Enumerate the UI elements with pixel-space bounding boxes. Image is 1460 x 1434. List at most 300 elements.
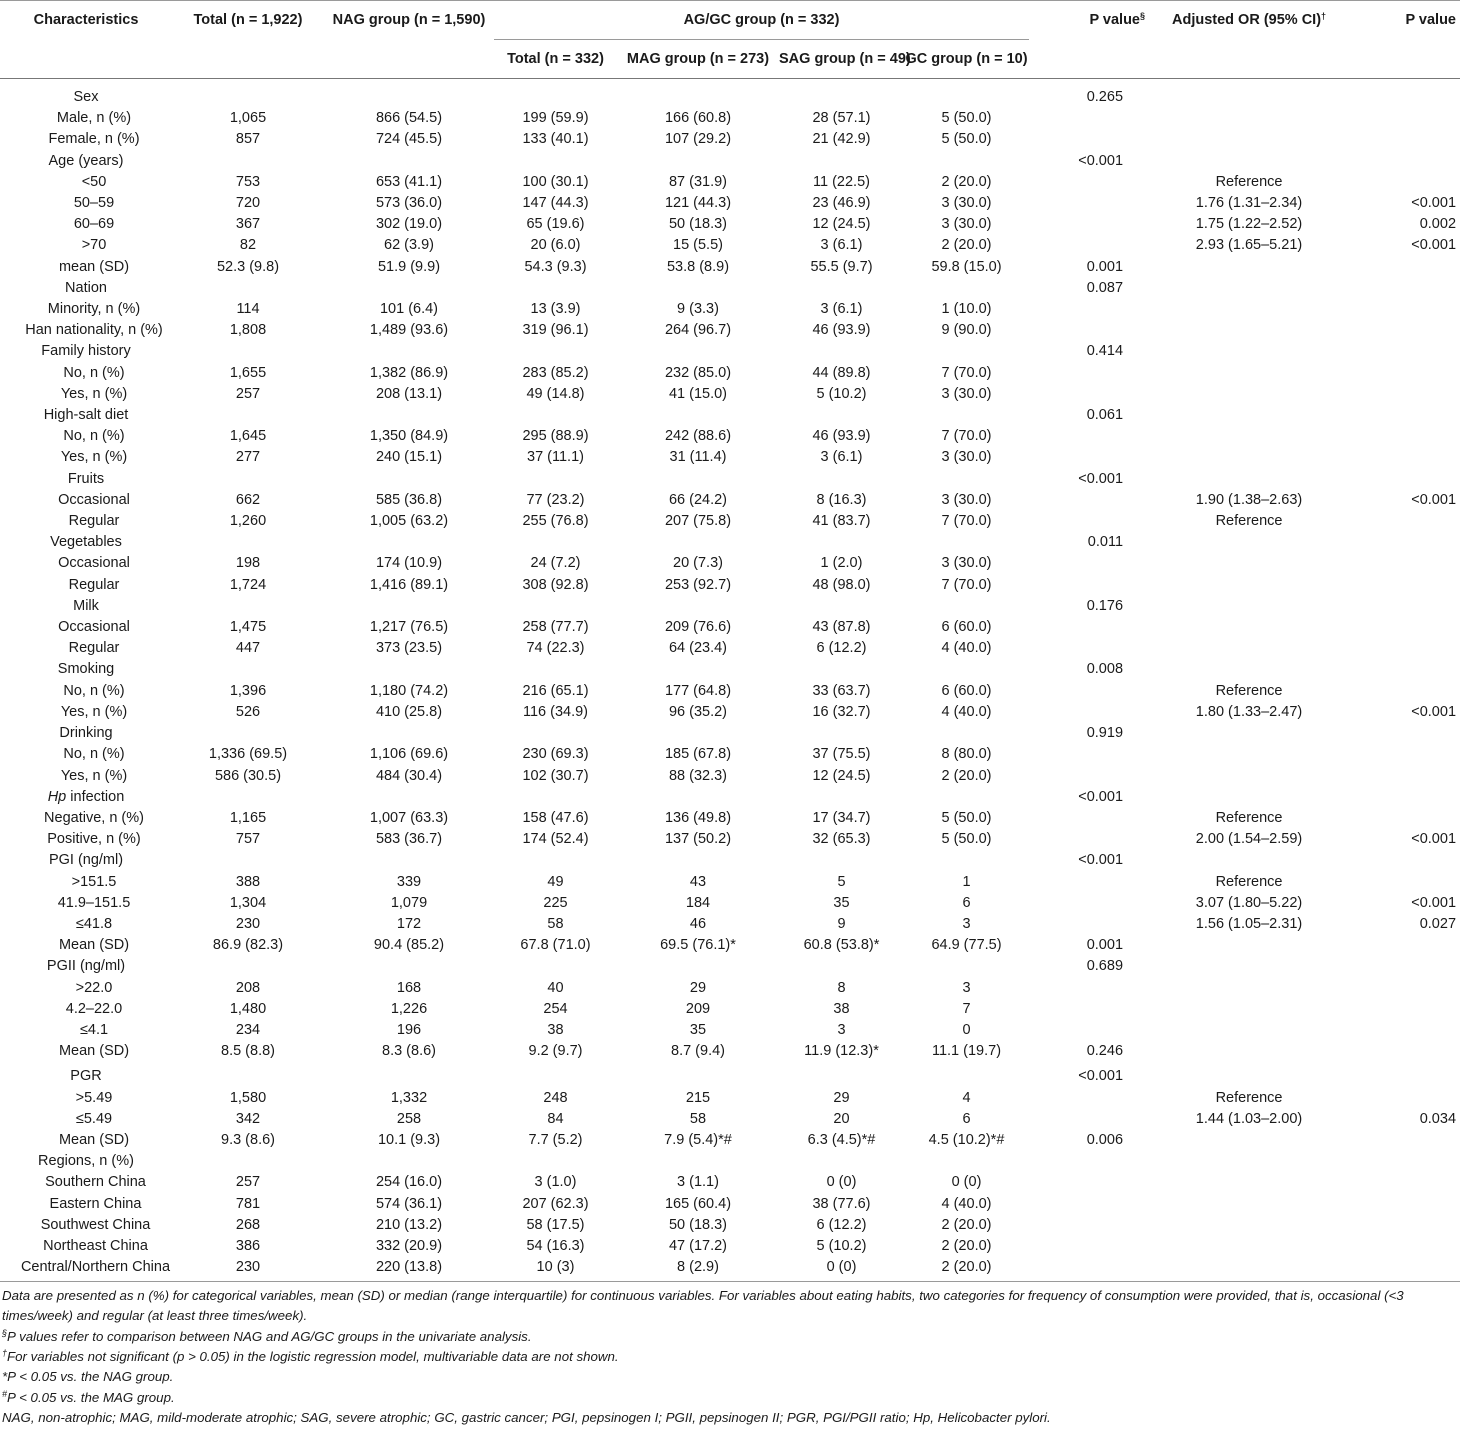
- table-cell: [1029, 129, 1161, 150]
- table-cell: [1161, 659, 1337, 680]
- row-label-rest: infection: [66, 788, 125, 805]
- table-cell: 254 (16.0): [375, 1174, 443, 1191]
- table-cell: [1161, 469, 1337, 490]
- table-cell: 174 (10.9): [375, 555, 443, 572]
- table-cell: 215: [685, 1089, 711, 1106]
- table-cell: [1029, 511, 1161, 532]
- table-cell: 258: [396, 1110, 422, 1127]
- table-cell: 3 (6.1): [820, 449, 863, 466]
- table-cell: 3 (30.0): [941, 491, 992, 508]
- table-cell: [494, 341, 617, 362]
- table-cell: 0 (0): [826, 1174, 857, 1191]
- table-cell: [1029, 553, 1161, 574]
- table-cell: 133 (40.1): [522, 131, 589, 148]
- table-cell: [172, 79, 324, 109]
- table-cell: 38 (77.6): [812, 1195, 871, 1212]
- table-cell: 268: [235, 1216, 261, 1233]
- table-cell: 107 (29.2): [664, 131, 732, 148]
- row-label: Occasional: [58, 619, 130, 636]
- table-cell: 60.8 (53.8)*: [803, 937, 880, 954]
- row-label: Southwest China: [40, 1216, 151, 1233]
- table-cell: 50 (18.3): [668, 1216, 728, 1233]
- table-cell: 2 (20.0): [941, 237, 992, 254]
- table-cell: 64.9 (77.5): [931, 937, 1002, 954]
- header-blank-6: [1337, 40, 1460, 79]
- table-row: [0, 257, 1460, 278]
- table-cell: [1337, 1130, 1460, 1151]
- table-cell: 257: [235, 385, 261, 402]
- table-cell: [617, 1062, 779, 1087]
- table-cell: 264 (96.7): [664, 322, 732, 339]
- table-cell: <0.001: [1078, 470, 1124, 487]
- table-cell: 230: [235, 915, 261, 932]
- table-cell: [1337, 278, 1460, 299]
- row-label: Eastern China: [49, 1195, 142, 1212]
- table-cell: 0.414: [1086, 343, 1124, 360]
- table-cell: [1029, 235, 1161, 256]
- table-cell: 240 (15.1): [375, 449, 443, 466]
- table-cell: [1337, 341, 1460, 362]
- table-cell: [1161, 850, 1337, 871]
- table-cell: 209: [685, 1000, 711, 1017]
- table-cell: [494, 405, 617, 426]
- header-sub-total: Total (n = 332): [494, 40, 617, 79]
- table-cell: 339: [396, 873, 422, 890]
- table-row: [0, 151, 1460, 172]
- table-cell: 757: [235, 831, 261, 848]
- table-cell: 52.3 (9.8): [216, 258, 280, 275]
- table-row: [0, 511, 1460, 532]
- table-cell: 55.5 (9.7): [810, 258, 873, 275]
- table-row: [0, 1088, 1460, 1109]
- table-cell: [1029, 1194, 1161, 1215]
- table-cell: 29: [833, 1089, 850, 1106]
- footnote: [2, 1286, 1456, 1327]
- table-row: [0, 1130, 1460, 1151]
- table-cell: 0.087: [1086, 279, 1124, 296]
- table-cell: 1,655: [229, 364, 267, 381]
- table-cell: 168: [396, 979, 422, 996]
- table-cell: 6 (60.0): [941, 682, 992, 699]
- footnote-symbol: §: [2, 1327, 8, 1338]
- table-cell: [904, 723, 1029, 744]
- table-cell: [324, 787, 494, 808]
- row-label: Regions, n (%): [38, 1153, 134, 1170]
- table-cell: 866 (54.5): [375, 110, 443, 127]
- table-row: [0, 447, 1460, 468]
- row-label: mean (SD): [58, 258, 130, 275]
- table-cell: 54.3 (9.3): [524, 258, 587, 275]
- table-row: [0, 1062, 1460, 1087]
- table-cell: 101 (6.4): [379, 301, 439, 318]
- table-cell: [1161, 575, 1337, 596]
- table-cell: 258 (77.7): [522, 619, 589, 636]
- table-cell: 54 (16.3): [526, 1237, 585, 1254]
- table-cell: [1337, 681, 1460, 702]
- table-cell: [904, 79, 1029, 109]
- table-cell: 208: [235, 979, 261, 996]
- table-cell: 37 (75.5): [812, 746, 871, 763]
- table-cell: 6: [962, 894, 971, 911]
- table-cell: 0.689: [1086, 958, 1124, 975]
- row-label: Northeast China: [43, 1237, 148, 1254]
- table-cell: 1,165: [229, 809, 267, 826]
- table-cell: 165 (60.4): [664, 1195, 732, 1212]
- table-cell: 11 (22.5): [813, 173, 870, 190]
- footnote: [2, 1388, 1456, 1408]
- table-cell: 0.011: [1087, 534, 1124, 551]
- table-cell: 1.80 (1.33–2.47): [1195, 703, 1303, 720]
- table-cell: 147 (44.3): [522, 195, 589, 212]
- row-label: Sex: [73, 89, 99, 105]
- table-cell: 40: [547, 979, 564, 996]
- table-cell: [172, 956, 324, 977]
- table-cell: 1,336 (69.5): [208, 746, 288, 763]
- header-blank-2: [172, 40, 324, 79]
- table-row: [0, 935, 1460, 956]
- table-cell: 0: [962, 1021, 971, 1038]
- table-cell: [1337, 1020, 1460, 1041]
- table-cell: 283 (85.2): [522, 364, 589, 381]
- table-cell: 8.7 (9.4): [671, 1043, 725, 1060]
- row-label: Female, n (%): [48, 131, 140, 148]
- row-label: ≤4.1: [79, 1021, 109, 1038]
- table-cell: [1029, 914, 1161, 935]
- table-cell: 87 (31.9): [668, 173, 728, 190]
- row-label: Family history: [41, 343, 131, 360]
- table-cell: [1337, 299, 1460, 320]
- row-label: ≤5.49: [75, 1110, 113, 1127]
- row-label: PGII (ng/ml): [46, 958, 126, 975]
- table-cell: 319 (96.1): [522, 322, 589, 339]
- row-label: Yes, n (%): [60, 767, 128, 784]
- table-cell: [494, 469, 617, 490]
- table-cell: 44 (89.8): [812, 364, 871, 381]
- table-cell: 11.9 (12.3)*: [804, 1043, 879, 1060]
- table-cell: 15 (5.5): [673, 237, 723, 254]
- table-cell: [1337, 617, 1460, 638]
- table-cell: [172, 1062, 324, 1087]
- table-row: [0, 787, 1460, 808]
- table-row: [0, 872, 1460, 893]
- table-row: [0, 553, 1460, 574]
- table-cell: 49 (14.8): [526, 385, 585, 402]
- header-characteristics: Characteristics: [33, 12, 139, 29]
- table-cell: 1,007 (63.3): [369, 809, 449, 826]
- table-cell: [1161, 426, 1337, 447]
- table-cell: Reference: [1215, 1089, 1283, 1106]
- table-cell: 28 (57.1): [812, 110, 871, 127]
- table-cell: [494, 278, 617, 299]
- row-label: PGI (ng/ml): [48, 852, 124, 869]
- table-cell: 23 (46.9): [812, 195, 871, 212]
- table-cell: 781: [235, 1195, 261, 1212]
- table-cell: [617, 79, 779, 109]
- table-cell: 50 (18.3): [668, 216, 728, 233]
- table-cell: [1161, 278, 1337, 299]
- table-cell: [779, 151, 904, 172]
- table-cell: [1029, 978, 1161, 999]
- table-row: [0, 341, 1460, 362]
- table-cell: 90.4 (85.2): [373, 937, 445, 954]
- table-cell: 0.176: [1086, 597, 1124, 614]
- table-cell: 59.8 (15.0): [931, 258, 1002, 275]
- table-cell: [1029, 1109, 1161, 1130]
- table-cell: 332 (20.9): [375, 1237, 443, 1254]
- table-cell: 116 (34.9): [522, 703, 589, 720]
- table-cell: 84: [547, 1110, 564, 1127]
- row-label: Milk: [73, 597, 99, 614]
- table-cell: [172, 850, 324, 871]
- table-cell: 1,396: [229, 682, 267, 699]
- table-row: [0, 278, 1460, 299]
- table-cell: [1029, 172, 1161, 193]
- table-cell: Reference: [1215, 173, 1283, 190]
- row-label-italic: Hp: [47, 788, 67, 805]
- table-cell: 4 (40.0): [941, 703, 992, 720]
- table-cell: [1337, 956, 1460, 977]
- table-cell: [904, 469, 1029, 490]
- table-cell: 88 (32.3): [668, 767, 728, 784]
- table-cell: [324, 532, 494, 553]
- table-cell: [1161, 299, 1337, 320]
- table-cell: [1337, 1088, 1460, 1109]
- table-cell: 38: [547, 1021, 564, 1038]
- row-label: ≤41.8: [75, 915, 113, 932]
- row-label: High-salt diet: [43, 407, 129, 424]
- header-sag: SAG group (n = 49): [779, 40, 904, 79]
- table-cell: [1337, 935, 1460, 956]
- table-cell: 0.008: [1086, 661, 1124, 678]
- table-cell: 16 (32.7): [812, 703, 871, 720]
- row-label: Regular: [68, 576, 120, 593]
- table-cell: [1161, 341, 1337, 362]
- table-cell: 1,808: [229, 322, 267, 339]
- table-cell: 1,065: [229, 110, 267, 127]
- table-cell: [494, 596, 617, 617]
- table-cell: 484 (30.4): [375, 767, 443, 784]
- table-cell: [1161, 596, 1337, 617]
- table-cell: [779, 1151, 904, 1172]
- table-cell: [1029, 893, 1161, 914]
- table-cell: 9: [837, 915, 846, 932]
- table-row: [0, 384, 1460, 405]
- table-row: [0, 405, 1460, 426]
- table-cell: [1161, 1194, 1337, 1215]
- header-p-value-2: P value: [1405, 12, 1457, 29]
- table-cell: [1161, 723, 1337, 744]
- table-row: [0, 766, 1460, 787]
- table-row: [0, 999, 1460, 1020]
- table-cell: 4 (40.0): [941, 640, 992, 657]
- table-cell: [1337, 1041, 1460, 1062]
- table-cell: [324, 723, 494, 744]
- table-cell: [172, 787, 324, 808]
- table-cell: 1,645: [229, 428, 267, 445]
- table-cell: [1029, 681, 1161, 702]
- table-row: [0, 1172, 1460, 1193]
- table-cell: [1337, 1194, 1460, 1215]
- table-cell: 585 (36.8): [375, 491, 443, 508]
- table-cell: [617, 1151, 779, 1172]
- table-row: [0, 659, 1460, 680]
- row-label: Smoking: [57, 661, 115, 678]
- table-cell: [1161, 79, 1337, 109]
- table-cell: [1337, 978, 1460, 999]
- table-cell: [1337, 553, 1460, 574]
- table-cell: [172, 723, 324, 744]
- table-cell: 1,005 (63.2): [369, 513, 449, 530]
- table-cell: 74 (22.3): [526, 640, 585, 657]
- table-cell: 9.2 (9.7): [528, 1043, 583, 1060]
- table-cell: [1337, 151, 1460, 172]
- table-cell: [1337, 363, 1460, 384]
- table-cell: <0.001: [1078, 1068, 1124, 1085]
- table-cell: 66 (24.2): [668, 491, 728, 508]
- table-cell: [1337, 320, 1460, 341]
- table-body: [0, 79, 1460, 1282]
- table-cell: [324, 151, 494, 172]
- table-cell: [1337, 1236, 1460, 1257]
- table-cell: [1337, 257, 1460, 278]
- table-cell: 4.5 (10.2)*#: [928, 1131, 1005, 1148]
- table-cell: [904, 278, 1029, 299]
- header-mag: MAG group (n = 273): [617, 40, 779, 79]
- table-cell: 753: [235, 173, 261, 190]
- table-cell: 1,304: [229, 894, 267, 911]
- table-cell: [324, 1062, 494, 1087]
- table-cell: [324, 469, 494, 490]
- table-cell: [904, 341, 1029, 362]
- row-label: 41.9–151.5: [57, 894, 131, 911]
- table-cell: [1337, 723, 1460, 744]
- table-cell: [1161, 320, 1337, 341]
- table-cell: 2.00 (1.54–2.59): [1195, 831, 1303, 848]
- table-cell: [172, 341, 324, 362]
- table-cell: [494, 850, 617, 871]
- table-cell: [1161, 787, 1337, 808]
- table-cell: 257: [235, 1174, 261, 1191]
- table-cell: 12 (24.5): [812, 767, 871, 784]
- row-label: Age (years): [48, 152, 124, 169]
- table-cell: 0.034: [1419, 1110, 1457, 1127]
- table-cell: [779, 469, 904, 490]
- table-cell: 230 (69.3): [522, 746, 589, 763]
- table-cell: 5 (50.0): [941, 809, 992, 826]
- table-cell: 0.061: [1086, 407, 1124, 424]
- table-cell: [1337, 638, 1460, 659]
- header-blank-3: [324, 40, 494, 79]
- table-cell: [1029, 108, 1161, 129]
- table-cell: [1337, 129, 1460, 150]
- table-cell: [172, 596, 324, 617]
- table-cell: 21 (42.9): [812, 131, 871, 148]
- table-cell: 0 (0): [779, 1257, 904, 1282]
- table-cell: [1161, 1020, 1337, 1041]
- table-cell: 41 (15.0): [668, 385, 728, 402]
- table-cell: 1,489 (93.6): [369, 322, 449, 339]
- table-row: [0, 617, 1460, 638]
- table-cell: Reference: [1215, 809, 1283, 826]
- footnote: [2, 1347, 1456, 1367]
- table-cell: [779, 1062, 904, 1087]
- table-cell: 69.5 (76.1)*: [660, 937, 736, 954]
- table-cell: 9 (90.0): [941, 322, 992, 339]
- table-cell: 1.76 (1.31–2.34): [1195, 195, 1303, 212]
- table-cell: [779, 532, 904, 553]
- row-label: No, n (%): [63, 428, 125, 445]
- table-cell: [617, 532, 779, 553]
- table-cell: 254: [543, 1000, 568, 1017]
- table-cell: 9 (3.3): [677, 301, 719, 318]
- table-cell: [1337, 808, 1460, 829]
- table-cell: [1161, 1130, 1337, 1151]
- table-row: [0, 490, 1460, 511]
- table-cell: [1161, 447, 1337, 468]
- header-ag-gc: AG/GC group (n = 332): [494, 1, 1029, 40]
- table-cell: 2.93 (1.65–5.21): [1195, 237, 1303, 254]
- table-cell: 77 (23.2): [526, 491, 585, 508]
- table-cell: 8 (16.3): [816, 491, 867, 508]
- table-cell: [1029, 214, 1161, 235]
- table-cell: [1029, 1236, 1161, 1257]
- table-cell: [324, 850, 494, 871]
- table-cell: 1,724: [229, 576, 267, 593]
- row-label: 4.2–22.0: [65, 1000, 123, 1017]
- footnote-text: Data are presented as n (%) for categorical variables, mean (SD) or median (range interquartile) for continuous variables. For variables about eating habits, two categories for frequency of consumption were provided, that is, occasional (<3 times/week) and regular (at least three times/week).: [2, 1288, 1404, 1324]
- table-cell: 185 (67.8): [664, 746, 732, 763]
- table-cell: 53.8 (8.9): [666, 258, 730, 275]
- table-cell: 573 (36.0): [375, 195, 443, 212]
- table-cell: 1,580: [229, 1089, 267, 1106]
- table-cell: [1029, 1020, 1161, 1041]
- table-cell: [779, 850, 904, 871]
- table-cell: [494, 151, 617, 172]
- table-cell: 720: [235, 195, 261, 212]
- table-cell: 5 (50.0): [941, 131, 992, 148]
- header-p-value-1-sup: §: [1140, 11, 1146, 22]
- table-cell: [1161, 935, 1337, 956]
- table-row: [0, 893, 1460, 914]
- footnote-text: For variables not significant (p > 0.05) in the logistic regression model, multivariable data are not shown.: [7, 1349, 619, 1365]
- table-row: [0, 723, 1460, 744]
- table-cell: [1029, 1215, 1161, 1236]
- table-row: [0, 108, 1460, 129]
- row-label: Yes, n (%): [60, 385, 128, 402]
- table-row: [0, 1020, 1460, 1041]
- row-label: Drinking: [59, 725, 113, 742]
- table-cell: [904, 596, 1029, 617]
- table-cell: 12 (24.5): [812, 216, 871, 233]
- table-cell: [172, 405, 324, 426]
- table-cell: 17 (34.7): [812, 809, 871, 826]
- table-cell: [904, 151, 1029, 172]
- table-row: [0, 79, 1460, 109]
- table-cell: 1,416 (89.1): [369, 576, 449, 593]
- table-cell: [324, 79, 494, 109]
- table-cell: 225: [543, 894, 568, 911]
- table-cell: [1337, 999, 1460, 1020]
- table-cell: [1337, 872, 1460, 893]
- table-cell: 11.1 (19.7): [931, 1043, 1002, 1060]
- table-cell: 20: [833, 1110, 850, 1127]
- table-cell: [1337, 447, 1460, 468]
- table-cell: [1029, 320, 1161, 341]
- table-cell: 58: [689, 1110, 707, 1127]
- row-label: 50–59: [73, 195, 115, 212]
- table-cell: 4: [962, 1089, 971, 1106]
- table-cell: [494, 532, 617, 553]
